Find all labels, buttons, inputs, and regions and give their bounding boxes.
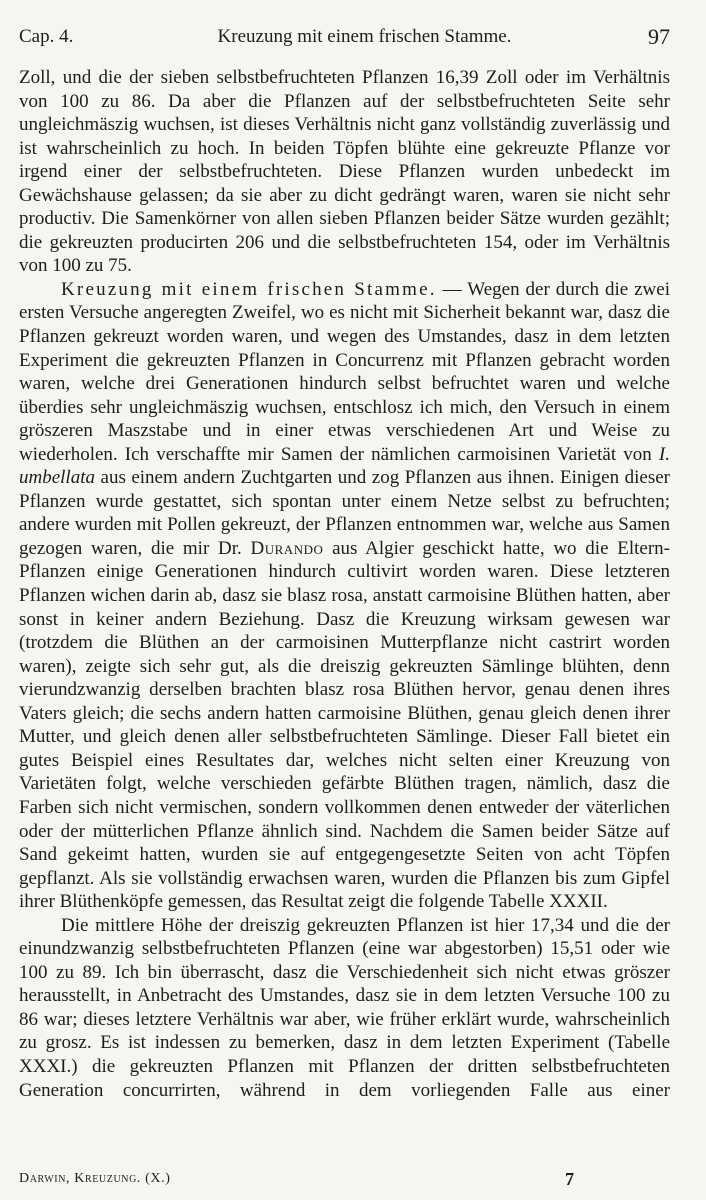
chapter-label: Cap. 4.	[19, 26, 74, 47]
paragraph-2	[19, 278, 670, 914]
signature-mark: Darwin, Kreuzung. (X.)	[19, 1171, 171, 1186]
paragraph-3: Die mittlere Höhe der dreiszig gekreuzten Pflanzen ist hier 17,34 und die der einundzwanzig selbstbefruchteten Pflanzen (eine war abgestorben) 15,51 oder wie 100 zu 89. Ich bin überrascht, dasz die Verschiedenheit sich nicht etwas gröszer herausstellt, in Anbetracht des Umstandes, dasz sie in dem letzten Versuche 100 zu 86 war; dieses letztere Verhältnis war aber, wie früher erklärt wurde, wahrscheinlich zu grosz. Es ist indessen zu bemerken, dasz in dem letzten Experiment (Tabelle XXXI.) die gekreuzten Pflanzen mit Pflanzen der dritten selbstbefruchteten Generation concurrirten, während in dem vorliegenden Falle aus einer	[19, 914, 670, 1101]
running-title: Kreuzung mit einem frischen Stamme.	[217, 26, 512, 47]
section-heading: Kreuzung mit einem frischen Stamme.	[61, 278, 437, 300]
paragraph-2-text-c: aus Algier geschickt hatte, wo die Eltern-Pflanzen einige Generationen hindurch cultivirt worden waren. Diese letzteren Pflanzen wichen darin ab, dasz sie blasz rosa, anstatt carmoisine Blüthen hatten, aber sonst in keiner andern Beziehung. Dasz die Kreuzung wirksam gewesen war (trotzdem die Blüthen an der carmoisinen Mutterpflanze nicht castrirt worden waren), zeigte sich sehr gut, als die dreiszig gekreuzten Sämlinge blühten, denn vierundzwanzig derselben brachten blasz rosa Blüthen hervor, genau denen ihres Vaters gleich; die sechs andern hatten carmoisine Blüthen, genau gleich denen ihrer Mutter, und gleich denen aller selbstbefruchteten Sämlinge. Dieser Fall bietet ein gutes Beispiel eines Resultates dar, welches nicht selten einer Kreuzung von Varietäten folgt, welche verschieden gefärbte Blüthen tragen, nämlich, dasz die Farben sich nicht vermischen, sondern vollkommen denen entweder der väterlichen oder der mütterlichen Pflanze ähnlich sind. Nachdem die Samen beider Sätze auf Sand gekeimt hatten, wurden sie auf entgegengesetzte Seiten von acht Töpfen gepflanzt. Als sie vollständig erwachsen waren, wurden die Pflanzen bis zum Gipfel ihrer Blüthenköpfe gemessen, das Resultat zeigt die folgende Tabelle XXXII.	[19, 537, 670, 913]
running-header	[19, 22, 670, 52]
body-text	[19, 66, 670, 1102]
sheet-number: 7	[565, 1169, 574, 1189]
page-footer	[19, 1168, 670, 1190]
paragraph-2-text-b: aus einem andern Zuchtgarten und zog Pflanzen aus ihnen. Einigen dieser Pflanzen wurde gestattet, sich spontan unter einem Netze selbst zu befruchten; andere wurden mit Pollen gekreuzt, der Pflanzen entnommen war, welche aus Samen gezogen waren, die mir Dr.	[19, 467, 670, 559]
species-name: I. umbellata	[19, 443, 670, 489]
page-number: 97	[648, 24, 670, 49]
paragraph-2-text-a: — Wegen der durch die zwei ersten Versuche angeregten Zweifel, wo es nicht mit Sicherheit bekannt war, dasz die Pflanzen gekreuzt worden waren, und wegen des Umstandes, dasz in dem letzten Experiment die gekreuzten Pflanzen in Concurrenz mit Pflanzen gebracht worden waren, welche drei Generationen hindurch selbst befruchtet waren und welche überdies sehr ungleichmäszig wuchsen, entschlosz ich mich, den Versuch in einem gröszeren Maszstabe und in einer etwas verschiedenen Art und Weise zu wiederholen. Ich verschaffte mir Samen der nämlichen carmoisinen Varietät von	[19, 278, 670, 465]
paragraph-1: Zoll, und die der sieben selbstbefruchteten Pflanzen 16,39 Zoll oder im Verhältnis von 100 zu 86. Da aber die Pflanzen auf der selbstbefruchteten Seite sehr ungleichmäszig wuchsen, ist dieses Verhältnis nicht ganz vollständig zuverlässig und ist wahrscheinlich zu hoch. In beiden Töpfen blühte eine gekreuzte Pflanze vor irgend einer der selbstbefruchteten. Diese Pflanzen wurden unbedeckt im Gewächshause gelassen; da sie aber zu dicht gedrängt waren, waren sie nicht sehr productiv. Die Samenkörner von allen sieben Pflanzen beider Sätze wurden gezählt; die gekreuzten producirten 206 und die selbstbefruchteten 154, oder im Verhältnis von 100 zu 75.	[19, 67, 670, 277]
person-name: Durando	[250, 537, 324, 559]
